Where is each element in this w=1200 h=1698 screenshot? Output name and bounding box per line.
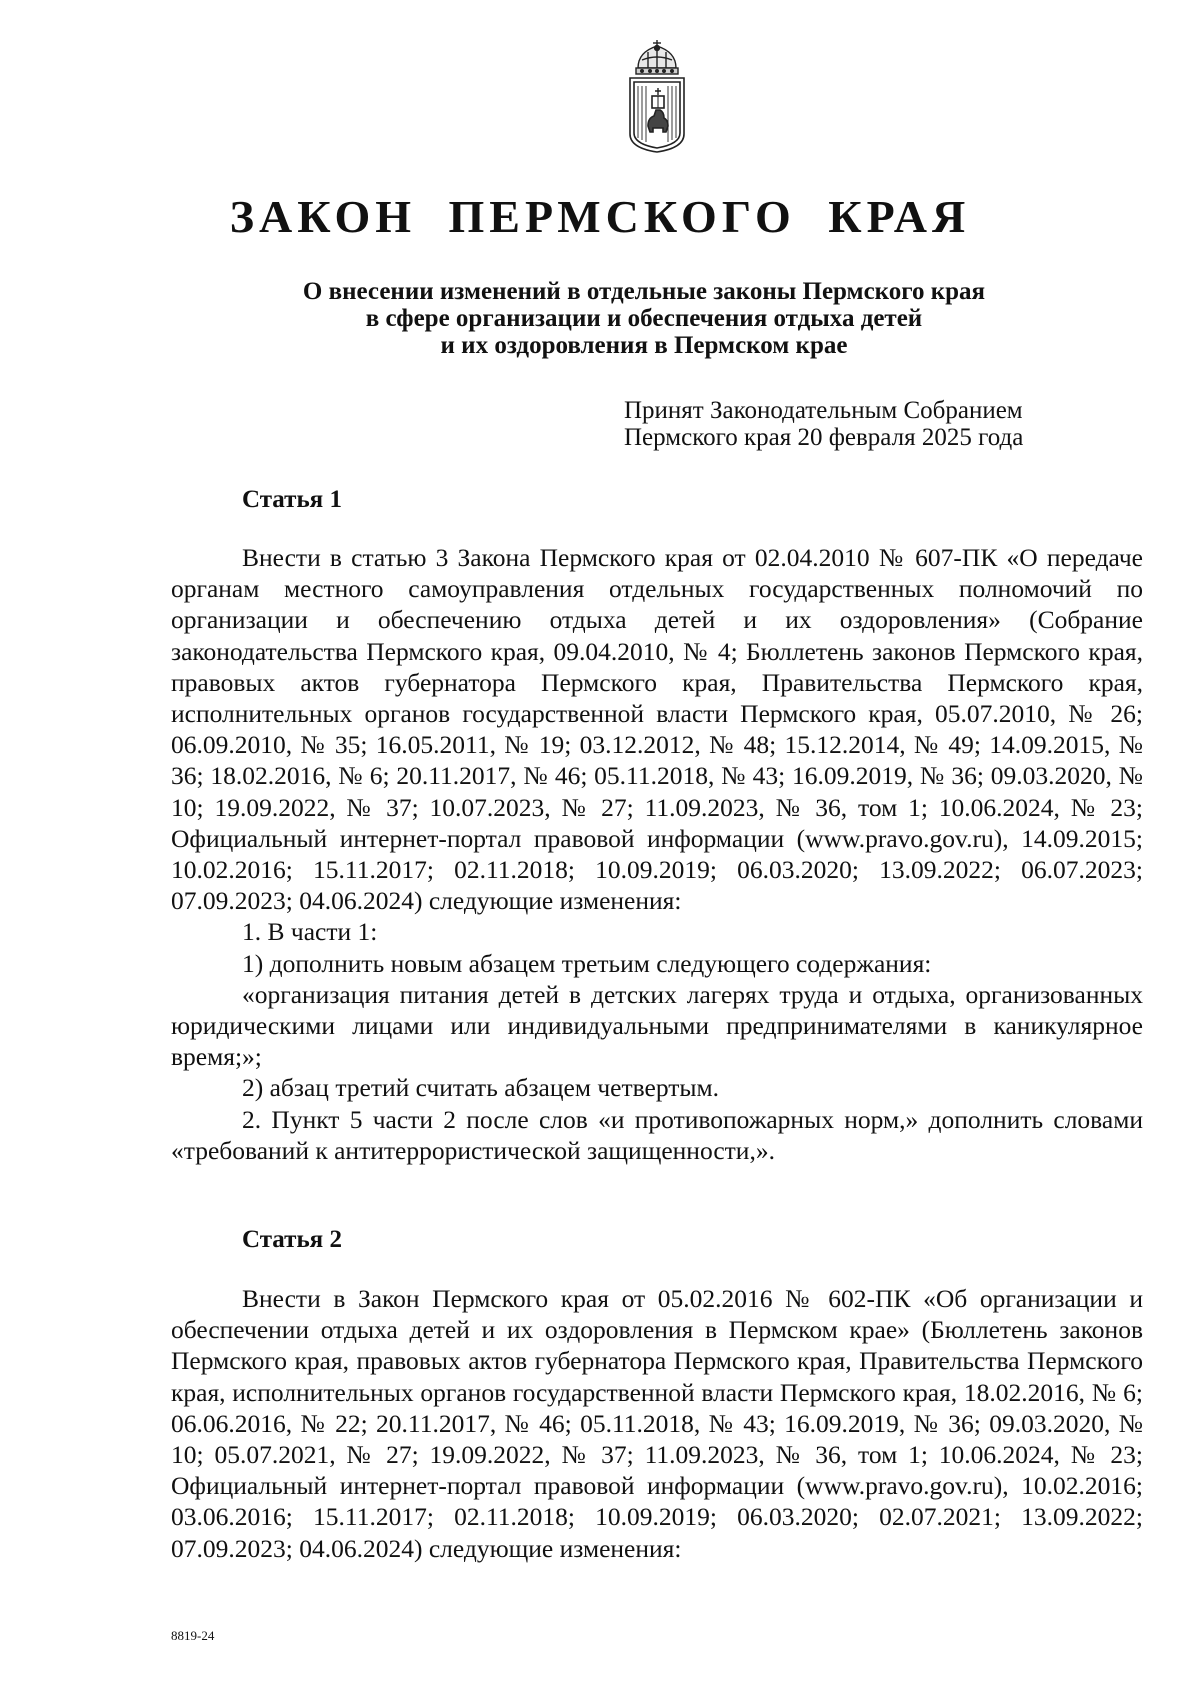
adoption-note: [624, 397, 1094, 451]
article-2-heading: Статья 2: [242, 1226, 342, 1253]
subtitle-line: и их оздоровления в Пермском крае: [440, 332, 848, 359]
article-1-heading: Статья 1: [242, 486, 342, 513]
article-1-paragraph: Внести в статью 3 Закона Пермского края от 02.04.2010 № 607-ПК «О передаче органам местного самоуправления отдельных государственных полномочий по организации и обеспечению отдыха детей и их оздоровления» (Собрание законодательства Пермского края, 09.04.2010, № 4; Бюллетень законов Пермского края, правовых актов губернатора Пермского края, Правительства Пермского края, исполнительных органов государственной власти Пермского края, 05.07.2010, № 26; 06.09.2010, № 35; 16.05.2011, № 19; 03.12.2012, № 48; 15.12.2014, № 49; 14.09.2015, № 36; 18.02.2016, № 6; 20.11.2017, № 46; 05.11.2018, № 43; 16.09.2019, № 36; 09.03.2020, № 10; 19.09.2022, № 37; 10.07.2023, № 27; 11.09.2023, № 36, том 1; 10.06.2024, № 23; Официальный интернет-портал правовой информации (www.pravo.gov.ru), 14.09.2015; 10.02.2016; 15.11.2017; 02.11.2018; 10.09.2019; 06.03.2020; 13.09.2022; 06.07.2023; 07.09.2023; 04.06.2024) следующие изменения:: [171, 543, 1143, 916]
subtitle-line: О внесении изменений в отдельные законы Пермского края: [302, 278, 986, 305]
article-2-paragraph: Внести в Закон Пермского края от 05.02.2016 № 602-ПК «Об организации и обеспечении отдыха детей и их оздоровления в Пермском крае» (Бюллетень законов Пермского края, правовых актов губернатора Пермского края, Правительства Пермского края, исполнительных органов государственной власти Пермского края, 18.02.2016, № 6; 06.06.2016, № 22; 20.11.2017, № 46; 05.11.2018, № 43; 16.09.2019, № 36; 09.03.2020, № 10; 05.07.2021, № 27; 19.09.2022, № 37; 11.09.2023, № 36, том 1; 10.06.2024, № 23; Официальный интернет-портал правовой информации (www.pravo.gov.ru), 10.02.2016; 03.06.2016; 15.11.2017; 02.11.2018; 10.09.2019; 06.03.2020; 02.07.2021; 13.09.2022; 07.09.2023; 04.06.2024) следующие изменения:: [171, 1284, 1143, 1563]
article-1-paragraph: «организация питания детей в детских лагерях труда и отдыха, организованных юридическими лицами или индивидуальными предпринимателями в каникулярное время;»;: [171, 979, 1143, 1072]
article-1-paragraph: 1) дополнить новым абзацем третьим следующего содержания:: [242, 948, 932, 978]
subtitle-line: в сфере организации и обеспечения отдыха детей: [365, 305, 923, 332]
law-title: ЗАКОН ПЕРМСКОГО КРАЯ: [229, 191, 971, 242]
article-1-body: [171, 542, 1143, 1166]
adoption-line: Пермского края 20 февраля 2025 года: [624, 424, 1024, 451]
law-subtitle: [200, 278, 1088, 359]
article-1-paragraph: 2. Пункт 5 части 2 после слов «и противопожарных норм,» дополнить словами «требований к антитеррористической защищенности,».: [171, 1104, 1143, 1165]
article-2-body: [171, 1283, 1143, 1564]
article-1-paragraph: 2) абзац третий считать абзацем четвертым.: [242, 1073, 720, 1103]
adoption-line: Принят Законодательным Собранием: [624, 397, 1023, 424]
article-1-paragraph: 1. В части 1:: [242, 917, 378, 947]
coat-of-arms-emblem: [626, 38, 688, 154]
document-code: 8819-24: [171, 1628, 215, 1643]
